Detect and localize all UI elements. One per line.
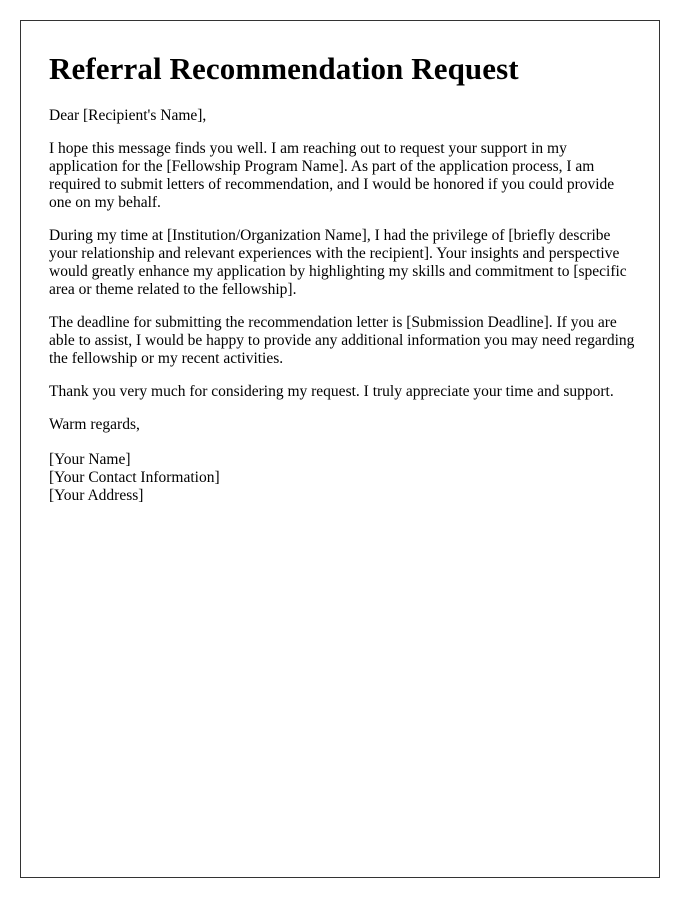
signature-address: [Your Address] [49, 487, 144, 504]
paragraph-relationship: During my time at [Institution/Organization Name], I had the privilege of [briefly describe your relationship and relevant experiences with the recipient]. Your insights and perspective would greatly enhance my application by highlighting my skills and commitment to [specific area or theme related to the fellowship]. [49, 227, 627, 298]
letter-page [20, 20, 660, 878]
closing: Warm regards, [49, 416, 140, 433]
signature-contact: [Your Contact Information] [49, 469, 220, 486]
paragraph-thanks: Thank you very much for considering my request. I truly appreciate your time and support. [49, 383, 614, 400]
letter-content [49, 49, 639, 505]
letter-title: Referral Recommendation Request [49, 51, 519, 86]
salutation: Dear [Recipient's Name], [49, 107, 207, 124]
signature-name: [Your Name] [49, 451, 131, 468]
paragraph-intro: I hope this message finds you well. I am reaching out to request your support in my application for the [Fellowship Program Name]. As part of the application process, I am required to submit letters of recommendation, and I would be honored if you could provide one on my behalf. [49, 140, 615, 211]
paragraph-deadline: The deadline for submitting the recommendation letter is [Submission Deadline]. If you are able to assist, I would be happy to provide any additional information you may need regarding the fellowship or my recent activities. [49, 314, 635, 367]
signature-block [49, 451, 639, 505]
